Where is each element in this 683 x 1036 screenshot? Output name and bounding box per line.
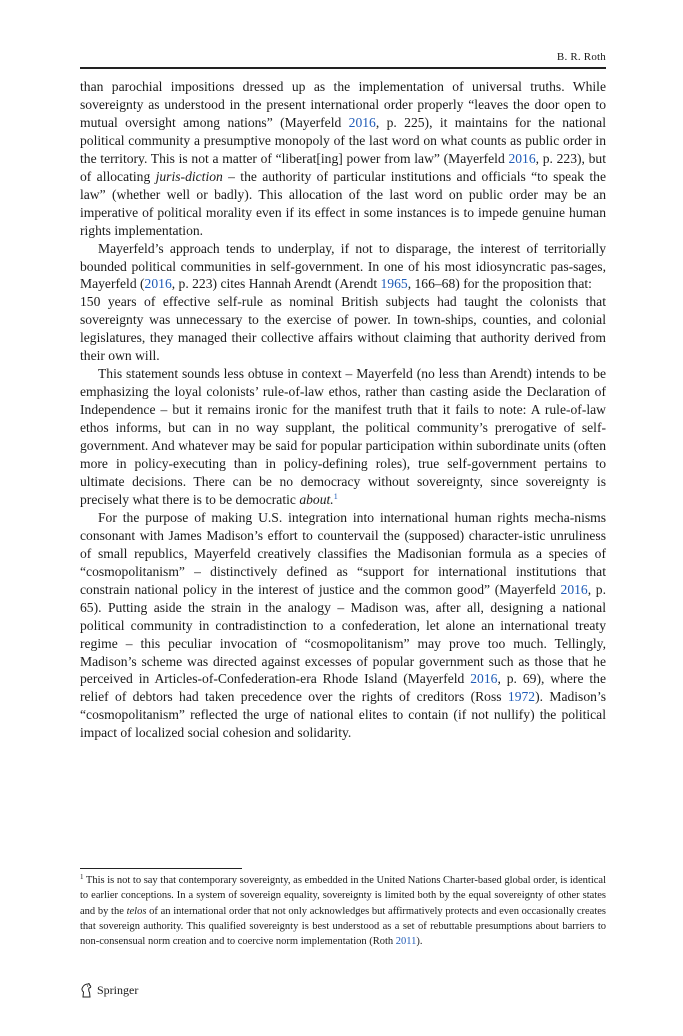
paragraph-1 [80, 78, 606, 240]
text-run: , 166–68) for the proposition that: [407, 276, 592, 292]
text-run: , p. 223), but of allocating [80, 150, 606, 184]
text-run: ). [416, 936, 423, 948]
text-run: than parochial impositions dressed up as the implementation of universal truths. While sovereignty as understood in the present international order properly “leaves the door open to mutual oversight among nations” (Mayerfeld [80, 79, 606, 130]
body-text [80, 78, 606, 742]
footnote-number: 1 [80, 873, 84, 881]
citation-link[interactable]: 2016 [470, 671, 498, 687]
footnote [80, 873, 606, 949]
text-run: , p. 225), it maintains for the national political community a presumptive monopoly of the last word on what counts as public order in the territory. This is not a matter of “liberat[ing] power from law” (Mayerfeld [80, 114, 606, 166]
paragraph-3 [80, 365, 606, 509]
footnote-rule [80, 868, 242, 869]
italic-term: telos [126, 905, 147, 917]
running-head: B. R. Roth [556, 51, 606, 63]
paragraph-4 [80, 509, 606, 742]
citation-link[interactable]: 1972 [507, 689, 536, 705]
text-run: This statement sounds less obtuse in context – Mayerfeld (no less than Arendt) intends to be emphasizing the loyal colonists’ rule-of-law ethos, rather than casting aside the Declaration of Independence – but it remains ironic for the manifest truth that it fails to note: A rule-of-law ethos informs, but can in no way supplant, the political community’s prerogative of self-government. And whatever may be said for popular participation within subordinate units (often more in policy-executing than in policy-defining roles), true self-government pertains to ultimate decisions. There can be no democracy without sovereignty, since sovereignty is precisely what there is to be democratic [80, 366, 606, 507]
text-run: – the authority of particular institutions and officials “to speak the law” (whether well or badly). This allocation of the last word on public order may be an imperative of political morality even if its effect in some instances is to impede genuine human rights implementation. [80, 168, 606, 238]
text-run: ). Madison’s “cosmopolitanism” reflected the urge of national elites to contain (if not nullify) the political impact of localized social cohesion and solidarity. [80, 689, 607, 741]
citation-link[interactable]: 1965 [380, 276, 408, 292]
block-quote: 150 years of effective self-rule as nominal British subjects had taught the colonists that sovereignty was unnecessary to the exercise of power. In town-ships, counties, and colonial legislatures, they managed their collective affairs without claiming that authority derived from their own will. [80, 294, 606, 364]
text-run: , p. 69), where the relief of debtors had taken precedence over the rights of creditors (Ross [80, 671, 606, 705]
text-run: , p. 65). Putting aside the strain in the analogy – Madison was, after all, designing a national political community in contradistinction to a confederation, let alone an international treaty regime – this peculiar invocation of “cosmopolitanism” may prove too much. Tellingly, Madison’s scheme was directed against excesses of popular government such as those that he perceived in Articles-of-Confederation-era Rhode Island (Mayerfeld [80, 581, 606, 687]
paragraph-2 [80, 240, 606, 294]
text-run: For the purpose of making U.S. integration into international human rights mecha-nisms consonant with James Madison’s effort to countervail the (supposed) character-istic unruliness of small republics, Mayerfeld creatively classifies the Madisonian formula as a species of “cosmopolitanism” – distinctively defined as “support for international institutions that constrain national policy in the interest of justice and the common good” (Mayerfeld [80, 509, 606, 597]
text-run: , p. 223) cites Hannah Arendt (Arendt [171, 276, 381, 292]
text-run: Mayerfeld’s approach tends to underplay, if not to disparage, the interest of territorially bounded political communities in self-government. In one of his most idiosyncratic pas-sages, Mayerfeld ( [80, 240, 606, 292]
citation-link[interactable]: 2016 [560, 581, 588, 597]
springer-horse-icon [80, 983, 92, 998]
header-rule [80, 67, 606, 69]
citation-link[interactable]: 2016 [348, 114, 376, 130]
text-run: This is not to say that contemporary sovereignty, as embedded in the United Nations Charter-based global order, is identical to earlier conceptions. In a system of sovereign equality, sovereignty is limited both by the equal sovereignty of other states and by the [80, 875, 606, 917]
citation-link[interactable]: 2016 [508, 150, 536, 166]
italic-term: juris-diction [155, 168, 223, 184]
italic-term: about. [299, 491, 334, 507]
publisher-logo [80, 983, 138, 998]
citation-link[interactable]: 2011 [395, 936, 417, 948]
publisher-name: Springer [97, 983, 139, 997]
footnote-marker[interactable]: 1 [333, 491, 338, 501]
text-run: of an international order that not only acknowledges but affirmatively protects and even occasionally creates that sovereign authority. This qualified sovereignty is best understood as a set of rebuttable presumptions about barriers to non-consensual norm creation and to coercive norm implementation (Roth [80, 905, 606, 948]
citation-link[interactable]: 2016 [144, 276, 172, 292]
